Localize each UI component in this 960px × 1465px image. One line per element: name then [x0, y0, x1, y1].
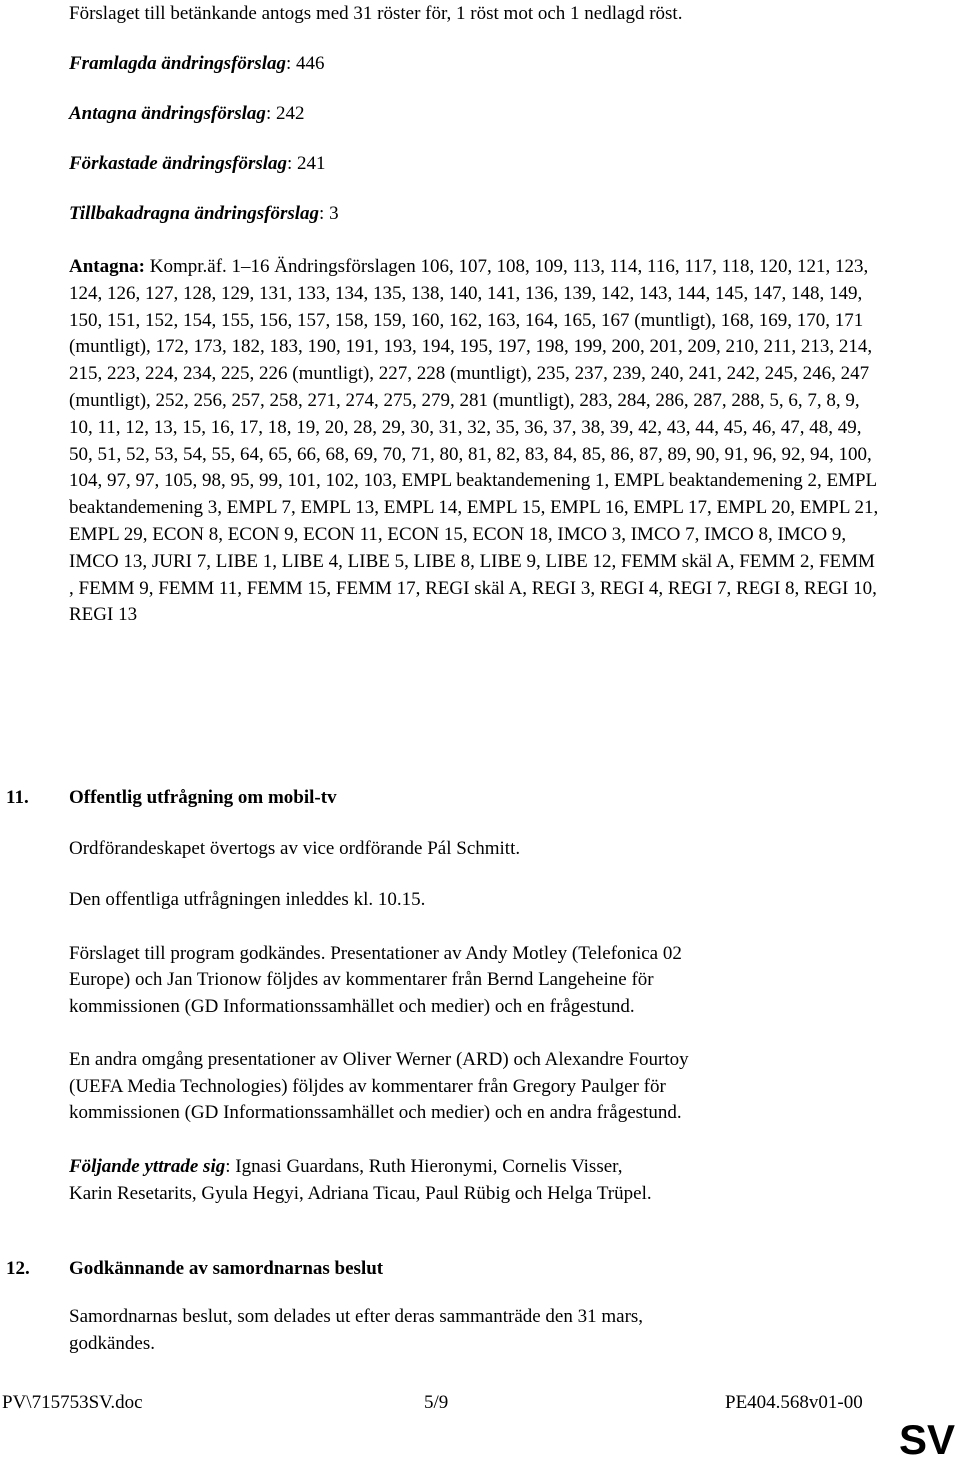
stat-value: : 3: [319, 203, 339, 224]
stat-value: : 242: [265, 103, 305, 124]
stat-rejected: [69, 151, 326, 178]
paragraph-line: Samordnarnas beslut, som delades ut efter deras sammanträde den 31 mars,: [69, 1306, 644, 1327]
stat-label: Framlagda ändringsförslag: [69, 53, 286, 74]
section-11-title: Offentlig utfrågning om mobil-tv: [69, 787, 337, 808]
paragraph-line: kommissionen (GD Informationssamhället och medier) och en frågestund.: [69, 996, 635, 1017]
footer-doc-ref: PV\715753SV.doc: [2, 1392, 143, 1413]
section-12-title: Godkännande av samordnarnas beslut: [69, 1258, 384, 1279]
section-12-number: 12.: [6, 1258, 30, 1279]
adopted-amendments-paragraph: [69, 254, 884, 629]
section-11-number: 11.: [6, 787, 29, 808]
speakers-line-2: Karin Resetarits, Gyula Hegyi, Adriana Ticau, Paul Rübig och Helga Trüpel.: [69, 1183, 652, 1204]
adopted-label: Antagna:: [69, 256, 146, 277]
stat-withdrawn: [69, 201, 339, 228]
footer-page-number: 5/9: [424, 1392, 449, 1413]
paragraph-line: (UEFA Media Technologies) följdes av kommentarer från Gregory Paulger för: [69, 1076, 666, 1097]
stat-label: Antagna ändringsförslag: [69, 103, 266, 124]
stat-adopted: [69, 101, 304, 128]
stat-label: Tillbakadragna ändringsförslag: [69, 203, 320, 224]
paragraph-line: kommissionen (GD Informationssamhället och medier) och en andra frågestund.: [69, 1102, 682, 1123]
paragraph-line: Förslaget till program godkändes. Presentationer av Andy Motley (Telefonica 02: [69, 943, 682, 964]
adopted-list: Kompr.äf. 1–16 Ändringsförslagen 106, 107, 108, 109, 113, 114, 116, 117, 118, 120, 121, 123, 124, 126, 127, 128, 129, 131, 133, 134, 135, 138, 140, 141, 136, 139, 142, 143, 144, 145, 147, 148, 149, 150, 151, 152, 154, 155, 156, 157, 158, 159, 160, 162, 163, 164, 165, 167 (muntligt), 168, 169, 170, 171 (muntligt), 172, 173, 182, 183, 190, 191, 193, 194, 195, 197, 198, 199, 200, 201, 209, 210, 211, 213, 214, 215, 223, 224, 234, 225, 226 (muntligt), 227, 228 (muntligt), 235, 237, 239, 240, 241, 242, 245, 246, 247 (muntligt), 252, 256, 257, 258, 271, 274, 275, 279, 281 (muntligt), 283, 284, 286, 287, 288, 5, 6, 7, 8, 9, 10, 11, 12, 13, 15, 16, 17, 18, 19, 20, 28, 29, 30, 31, 32, 35, 36, 37, 38, 39, 42, 43, 44, 45, 46, 47, 48, 49, 50, 51, 52, 53, 54, 55, 64, 65, 66, 68, 69, 70, 71, 80, 81, 82, 83, 84, 85, 86, 87, 89, 90, 91, 96, 92, 94, 100, 104, 97, 97, 105, 98, 95, 99, 101, 102, 103, EMPL beaktandemening 1, EMPL beaktandemening 2, EMPL beaktandemening 3, EMPL 7, EMPL 13, EMPL 14, EMPL 15, EMPL 16, EMPL 17, EMPL 20, EMPL 21, EMPL 29, ECON 8, ECON 9, ECON 11, ECON 15, ECON 18, IMCO 3, IMCO 7, IMCO 8, IMCO 9, IMCO 13, JURI 7, LIBE 1, LIBE 4, LIBE 5, LIBE 8, LIBE 9, LIBE 12, FEMM skäl A, FEMM 2, FEMM , FEMM 9, FEMM 11, FEMM 15, FEMM 17, REGI skäl A, REGI 3, REGI 4, REGI 7, REGI 8, REGI 10, REGI 13: [69, 256, 879, 626]
speakers-names: : Ignasi Guardans, Ruth Hieronymi, Cornelis Visser,: [225, 1156, 623, 1177]
footer-pe-ref: PE404.568v01-00: [725, 1392, 863, 1413]
speakers-label: Följande yttrade sig: [69, 1156, 226, 1177]
intro-text: Förslaget till betänkande antogs med 31 röster för, 1 röst mot och 1 nedlagd röst.: [69, 3, 683, 24]
paragraph-line: Europe) och Jan Trionow följdes av kommentarer från Bernd Langeheine för: [69, 969, 654, 990]
stat-value: : 241: [287, 153, 326, 174]
speakers-line-1: [69, 1154, 622, 1181]
paragraph-line: godkändes.: [69, 1333, 156, 1354]
language-code: SV: [898, 1416, 955, 1463]
stat-tabled: [69, 51, 325, 78]
section-11-chair-paragraph: Ordförandeskapet övertogs av vice ordförande Pál Schmitt.: [69, 838, 521, 859]
section-11-opening-paragraph: Den offentliga utfrågningen inleddes kl. 10.15.: [69, 889, 426, 910]
paragraph-line: En andra omgång presentationer av Oliver Werner (ARD) och Alexandre Fourtoy: [69, 1049, 689, 1070]
stat-value: : 446: [285, 53, 325, 74]
stat-label: Förkastade ändringsförslag: [69, 153, 288, 174]
